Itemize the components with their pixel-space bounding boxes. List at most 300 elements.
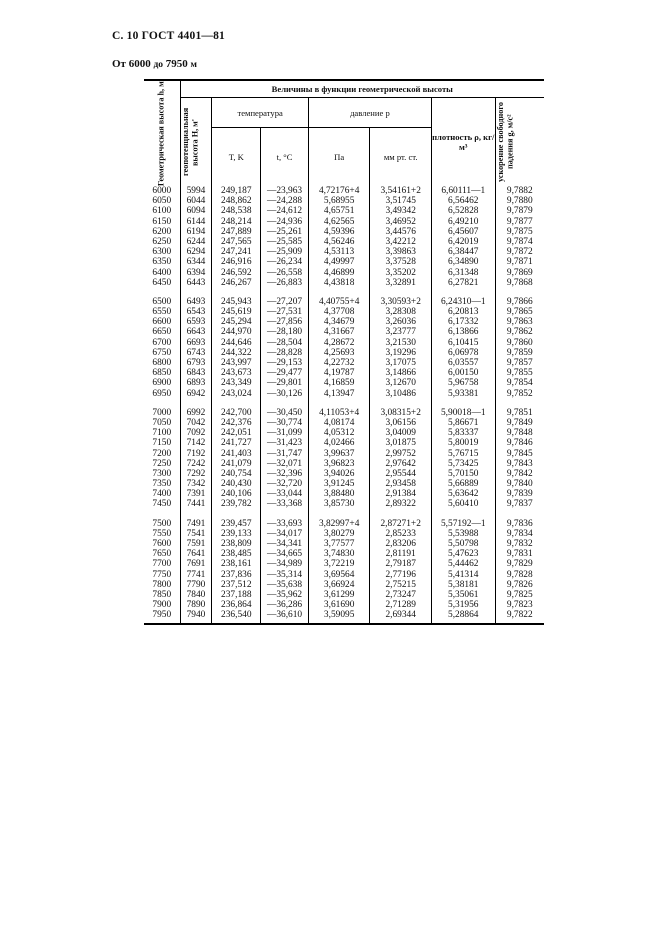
cell-geopotential-height: 7541 (180, 529, 212, 539)
range-to: 7950 (165, 58, 188, 70)
cell-temperature-k: 236,540 (212, 610, 261, 623)
cell-gravity: 9,7871 (506, 257, 533, 268)
cell-temperature-k: 248,538 (212, 206, 261, 216)
cell-density: 5,93381 (431, 389, 495, 399)
page-header (112, 30, 225, 42)
cell-pressure-pa: 4,62565 (308, 217, 370, 227)
cell-pressure-mmhg: 2,91384 (370, 489, 432, 499)
cell-geopotential-height: 7641 (180, 549, 212, 559)
cell-temperature-k: 238,485 (212, 549, 261, 559)
cell-temperature-k: 244,646 (212, 338, 261, 348)
cell-geopotential-height: 6643 (180, 327, 212, 337)
cell-geometric-height: 7350 (144, 479, 180, 489)
cell-geometric-height: 6000 (144, 186, 180, 196)
table-row (144, 217, 544, 227)
cell-geometric-height: 6650 (144, 327, 180, 337)
cell-pressure-mmhg: 3,04009 (370, 428, 432, 438)
table-row (144, 186, 544, 196)
cell-gravity: 9,7823 (506, 600, 533, 611)
col-header-density (431, 98, 495, 186)
cell-density: 5,28864 (431, 610, 495, 623)
cell-geopotential-height: 7890 (180, 600, 212, 610)
cell-geometric-height: 6900 (144, 378, 180, 388)
cell-gravity: 9,7822 (506, 610, 533, 621)
cell-pressure-mmhg: 2,93458 (370, 479, 432, 489)
cell-pressure-pa: 4,16859 (308, 378, 370, 388)
cell-gravity: 9,7852 (506, 388, 533, 399)
table-row (144, 610, 544, 623)
cell-gravity: 9,7839 (506, 489, 533, 500)
table-row (144, 418, 544, 428)
cell-geopotential-height: 6793 (180, 358, 212, 368)
cell-geopotential-height: 7342 (180, 479, 212, 489)
cell-temperature-k: 246,267 (212, 278, 261, 288)
table-row (144, 307, 544, 317)
col-header-pressure-group (308, 98, 431, 128)
cell-temperature-c: —25,585 (261, 237, 309, 247)
header-row-sub (144, 98, 544, 128)
cell-temperature-c: —34,665 (261, 549, 309, 559)
cell-gravity: 9,7826 (506, 579, 533, 590)
cell-density: 6,10415 (431, 338, 495, 348)
cell-temperature-c: —26,234 (261, 257, 309, 267)
cell-pressure-mmhg: 3,30593+2 (370, 297, 432, 307)
cell-temperature-k: 245,943 (212, 297, 261, 307)
cell-geometric-height: 6250 (144, 237, 180, 247)
cell-geopotential-height: 6044 (180, 196, 212, 206)
cell-pressure-pa: 5,68955 (308, 196, 370, 206)
cell-pressure-mmhg: 3,10486 (370, 389, 432, 399)
cell-pressure-mmhg: 3,46952 (370, 217, 432, 227)
cell-geopotential-height: 6543 (180, 307, 212, 317)
cell-pressure-pa: 4,37708 (308, 307, 370, 317)
table-row (144, 570, 544, 580)
cell-density: 6,38447 (431, 247, 495, 257)
cell-gravity: 9,7849 (506, 417, 533, 428)
cell-temperature-c: —25,909 (261, 247, 309, 257)
cell-pressure-pa: 3,85730 (308, 499, 370, 509)
cell-temperature-c: —32,071 (261, 459, 309, 469)
cell-density: 5,90018—1 (431, 408, 495, 418)
table-row (144, 559, 544, 569)
cell-gravity: 9,7851 (506, 407, 533, 418)
cell-density: 5,35061 (431, 590, 495, 600)
cell-density: 6,49210 (431, 217, 495, 227)
cell-gravity: 9,7865 (506, 307, 533, 318)
cell-geopotential-height: 7391 (180, 489, 212, 499)
cell-temperature-k: 238,161 (212, 559, 261, 569)
cell-geometric-height: 7850 (144, 590, 180, 600)
cell-geometric-height: 6800 (144, 358, 180, 368)
cell-pressure-mmhg: 3,26036 (370, 317, 432, 327)
table-row (144, 479, 544, 489)
range-title (112, 58, 197, 70)
col-header-pressure-group-label: давление p (350, 107, 390, 118)
cell-density: 5,70150 (431, 469, 495, 479)
cell-pressure-mmhg: 2,99752 (370, 449, 432, 459)
cell-geopotential-height: 7192 (180, 449, 212, 459)
cell-gravity: 9,7874 (506, 236, 533, 247)
atmosphere-table-wrap (144, 79, 544, 625)
cell-temperature-c: —30,450 (261, 408, 309, 418)
cell-gravity: 9,7834 (506, 528, 533, 539)
atmosphere-table (144, 79, 544, 625)
cell-geometric-height: 7650 (144, 549, 180, 559)
cell-pressure-pa: 4,43818 (308, 278, 370, 288)
cell-density: 5,73425 (431, 459, 495, 469)
cell-temperature-c: —33,693 (261, 519, 309, 529)
cell-density: 5,47623 (431, 549, 495, 559)
cell-temperature-c: —28,828 (261, 348, 309, 358)
cell-gravity: 9,7882 (506, 186, 533, 197)
cell-gravity: 9,7836 (506, 518, 533, 529)
cell-temperature-c: —34,017 (261, 529, 309, 539)
col-header-unit-t: t, °C (261, 128, 309, 187)
block-gap-cell (308, 399, 370, 408)
cell-gravity: 9,7869 (506, 267, 533, 278)
cell-temperature-k: 240,754 (212, 469, 261, 479)
cell-pressure-mmhg: 3,51745 (370, 196, 432, 206)
cell-temperature-k: 239,457 (212, 519, 261, 529)
block-gap-cell (180, 288, 212, 297)
cell-geopotential-height: 6443 (180, 278, 212, 288)
cell-geopotential-height: 6593 (180, 317, 212, 327)
cell-pressure-mmhg: 3,39863 (370, 247, 432, 257)
cell-temperature-c: —29,477 (261, 368, 309, 378)
cell-pressure-pa: 4,59396 (308, 227, 370, 237)
block-gap-cell (180, 399, 212, 408)
cell-pressure-mmhg: 2,71289 (370, 600, 432, 610)
table-row (144, 539, 544, 549)
cell-temperature-k: 242,051 (212, 428, 261, 438)
cell-geopotential-height: 7491 (180, 519, 212, 529)
col-header-density-label: плотность ρ, кг/м³ (432, 131, 495, 152)
cell-temperature-c: —36,286 (261, 600, 309, 610)
cell-temperature-k: 244,322 (212, 348, 261, 358)
cell-temperature-c: —30,774 (261, 418, 309, 428)
table-row (144, 348, 544, 358)
cell-geopotential-height: 6493 (180, 297, 212, 307)
table-body (144, 186, 544, 625)
cell-temperature-k: 246,592 (212, 268, 261, 278)
cell-geometric-height: 6750 (144, 348, 180, 358)
cell-pressure-mmhg: 3,08315+2 (370, 408, 432, 418)
col-header-geopotential-height (180, 98, 212, 186)
cell-gravity: 9,7862 (506, 327, 533, 338)
cell-temperature-k: 246,916 (212, 257, 261, 267)
block-gap-cell (144, 288, 180, 297)
cell-geometric-height: 6400 (144, 268, 180, 278)
block-gap-cell (495, 288, 544, 297)
cell-density: 5,66889 (431, 479, 495, 489)
cell-density: 6,20813 (431, 307, 495, 317)
table-row (144, 580, 544, 590)
cell-pressure-mmhg: 3,17075 (370, 358, 432, 368)
cell-geometric-height: 7450 (144, 499, 180, 509)
cell-geometric-height: 7000 (144, 408, 180, 418)
cell-pressure-pa: 4,46899 (308, 268, 370, 278)
cell-pressure-pa: 4,56246 (308, 237, 370, 247)
cell-pressure-mmhg: 2,97642 (370, 459, 432, 469)
cell-geopotential-height: 7292 (180, 469, 212, 479)
cell-pressure-pa: 3,99637 (308, 449, 370, 459)
cell-pressure-mmhg: 3,42212 (370, 237, 432, 247)
cell-density: 6,06978 (431, 348, 495, 358)
cell-temperature-c: —27,207 (261, 297, 309, 307)
cell-density: 6,52828 (431, 206, 495, 216)
cell-pressure-pa: 4,22732 (308, 358, 370, 368)
table-row (144, 278, 544, 288)
cell-gravity: 9,7843 (506, 458, 533, 469)
block-gap-cell (212, 399, 261, 408)
cell-density: 6,00150 (431, 368, 495, 378)
cell-pressure-mmhg: 2,79187 (370, 559, 432, 569)
block-gap (144, 288, 544, 297)
cell-pressure-pa: 3,59095 (308, 610, 370, 623)
cell-geometric-height: 6150 (144, 217, 180, 227)
cell-density: 6,45607 (431, 227, 495, 237)
cell-temperature-c: —30,126 (261, 389, 309, 399)
cell-pressure-mmhg: 3,32891 (370, 278, 432, 288)
cell-gravity: 9,7840 (506, 479, 533, 490)
cell-geometric-height: 7150 (144, 438, 180, 448)
cell-gravity: 9,7848 (506, 428, 533, 439)
cell-temperature-c: —28,180 (261, 327, 309, 337)
cell-gravity: 9,7842 (506, 468, 533, 479)
cell-geopotential-height: 6693 (180, 338, 212, 348)
cell-pressure-mmhg: 3,35202 (370, 268, 432, 278)
page-header-text: С. 10 ГОСТ 4401—81 (112, 30, 225, 42)
cell-geopotential-height: 6194 (180, 227, 212, 237)
cell-gravity: 9,7875 (506, 226, 533, 237)
cell-temperature-k: 240,106 (212, 489, 261, 499)
cell-temperature-k: 243,673 (212, 368, 261, 378)
cell-pressure-pa: 4,25693 (308, 348, 370, 358)
block-gap-cell (431, 510, 495, 519)
cell-pressure-pa: 3,94026 (308, 469, 370, 479)
cell-temperature-c: —31,099 (261, 428, 309, 438)
cell-density: 6,27821 (431, 278, 495, 288)
cell-pressure-pa: 3,72219 (308, 559, 370, 569)
cell-temperature-c: —32,720 (261, 479, 309, 489)
cell-density: 6,13866 (431, 327, 495, 337)
cell-gravity: 9,7832 (506, 539, 533, 550)
table-row (144, 438, 544, 448)
cell-temperature-c: —29,801 (261, 378, 309, 388)
cell-temperature-k: 237,836 (212, 570, 261, 580)
cell-gravity: 9,7872 (506, 247, 533, 258)
cell-density: 5,63642 (431, 489, 495, 499)
cell-density: 6,42019 (431, 237, 495, 247)
table-bottom-rule (144, 624, 544, 625)
cell-temperature-k: 239,782 (212, 499, 261, 509)
table-row (144, 389, 544, 399)
cell-geopotential-height: 6244 (180, 237, 212, 247)
cell-geometric-height: 7900 (144, 600, 180, 610)
cell-density: 5,86671 (431, 418, 495, 428)
cell-geometric-height: 6550 (144, 307, 180, 317)
cell-density: 5,83337 (431, 428, 495, 438)
cell-pressure-pa: 4,40755+4 (308, 297, 370, 307)
table-row (144, 297, 544, 307)
block-gap-cell (261, 510, 309, 519)
cell-temperature-c: —35,314 (261, 570, 309, 580)
range-from: 6000 (128, 58, 151, 70)
cell-temperature-k: 243,997 (212, 358, 261, 368)
block-gap-cell (495, 399, 544, 408)
range-unit: м (190, 60, 198, 70)
cell-pressure-pa: 3,61299 (308, 590, 370, 600)
cell-temperature-k: 239,133 (212, 529, 261, 539)
cell-temperature-c: —34,341 (261, 539, 309, 549)
cell-temperature-c: —33,368 (261, 499, 309, 509)
cell-pressure-pa: 3,74830 (308, 549, 370, 559)
cell-pressure-mmhg: 3,37528 (370, 257, 432, 267)
cell-temperature-k: 243,349 (212, 378, 261, 388)
cell-gravity: 9,7825 (506, 589, 533, 600)
cell-density: 6,56462 (431, 196, 495, 206)
table-row (144, 529, 544, 539)
cell-pressure-pa: 3,66924 (308, 580, 370, 590)
block-gap-cell (261, 288, 309, 297)
col-header-group-all (180, 80, 544, 98)
cell-temperature-c: —34,989 (261, 559, 309, 569)
cell-density: 5,50798 (431, 539, 495, 549)
cell-temperature-k: 238,809 (212, 539, 261, 549)
cell-temperature-c: —36,610 (261, 610, 309, 623)
cell-pressure-mmhg: 2,89322 (370, 499, 432, 509)
table-row (144, 368, 544, 378)
cell-temperature-c: —28,504 (261, 338, 309, 348)
cell-gravity: 9,7854 (506, 378, 533, 389)
col-header-unit-pa: Па (308, 128, 370, 187)
table-row (144, 519, 544, 529)
cell-gravity: 9,7866 (506, 296, 533, 307)
cell-density: 6,03557 (431, 358, 495, 368)
cell-pressure-mmhg: 2,95544 (370, 469, 432, 479)
cell-geopotential-height: 6344 (180, 257, 212, 267)
cell-gravity: 9,7868 (506, 277, 533, 288)
col-header-temperature-group: температура (212, 98, 309, 128)
cell-geometric-height: 6600 (144, 317, 180, 327)
cell-geopotential-height: 6394 (180, 268, 212, 278)
col-header-geometric-height-label: Геометрическая высота h, м (157, 81, 167, 186)
cell-geopotential-height: 6843 (180, 368, 212, 378)
cell-temperature-c: —26,558 (261, 268, 309, 278)
cell-geometric-height: 6450 (144, 278, 180, 288)
cell-geometric-height: 6950 (144, 389, 180, 399)
cell-temperature-k: 244,970 (212, 327, 261, 337)
cell-density: 5,96758 (431, 378, 495, 388)
cell-temperature-c: —23,963 (261, 186, 309, 196)
cell-geometric-height: 7600 (144, 539, 180, 549)
cell-geopotential-height: 7042 (180, 418, 212, 428)
table-row (144, 489, 544, 499)
cell-geometric-height: 6100 (144, 206, 180, 216)
block-gap-cell (180, 510, 212, 519)
cell-temperature-k: 242,376 (212, 418, 261, 428)
table-row (144, 590, 544, 600)
cell-pressure-mmhg: 3,23777 (370, 327, 432, 337)
cell-geometric-height: 7950 (144, 610, 180, 623)
table-row (144, 227, 544, 237)
table-row (144, 600, 544, 610)
cell-geopotential-height: 7840 (180, 590, 212, 600)
table-row (144, 327, 544, 337)
cell-temperature-k: 248,214 (212, 217, 261, 227)
cell-pressure-pa: 4,02466 (308, 438, 370, 448)
cell-geometric-height: 6700 (144, 338, 180, 348)
cell-geometric-height: 7500 (144, 519, 180, 529)
cell-gravity: 9,7877 (506, 216, 533, 227)
cell-temperature-c: —26,883 (261, 278, 309, 288)
block-gap-cell (144, 399, 180, 408)
cell-geometric-height: 7750 (144, 570, 180, 580)
cell-temperature-k: 241,403 (212, 449, 261, 459)
cell-gravity: 9,7863 (506, 317, 533, 328)
cell-geopotential-height: 7790 (180, 580, 212, 590)
table-row (144, 257, 544, 267)
cell-pressure-pa: 4,49997 (308, 257, 370, 267)
table-row (144, 206, 544, 216)
table-row (144, 338, 544, 348)
col-header-group-all-label: Величины в функции геометрической высоты (181, 81, 544, 98)
cell-gravity: 9,7857 (506, 358, 533, 369)
table-row (144, 247, 544, 257)
cell-pressure-pa: 3,80279 (308, 529, 370, 539)
block-gap-cell (431, 399, 495, 408)
cell-gravity: 9,7828 (506, 569, 533, 580)
cell-pressure-mmhg: 3,01875 (370, 438, 432, 448)
block-gap-cell (370, 399, 432, 408)
cell-pressure-mmhg: 3,21530 (370, 338, 432, 348)
cell-density: 6,17332 (431, 317, 495, 327)
cell-geometric-height: 7550 (144, 529, 180, 539)
cell-geopotential-height: 7092 (180, 428, 212, 438)
table-row (144, 499, 544, 509)
cell-temperature-c: —25,261 (261, 227, 309, 237)
table-row (144, 408, 544, 418)
cell-pressure-pa: 3,91245 (308, 479, 370, 489)
cell-geopotential-height: 6094 (180, 206, 212, 216)
cell-gravity: 9,7829 (506, 559, 533, 570)
col-header-geopotential-height-label: геопотенциальная высота H, м' (180, 107, 199, 177)
cell-temperature-c: —27,856 (261, 317, 309, 327)
cell-density: 6,31348 (431, 268, 495, 278)
cell-temperature-c: —31,423 (261, 438, 309, 448)
cell-pressure-pa: 4,53113 (308, 247, 370, 257)
table-head (144, 80, 544, 186)
cell-geometric-height: 7800 (144, 580, 180, 590)
cell-density: 5,53988 (431, 529, 495, 539)
cell-temperature-k: 242,700 (212, 408, 261, 418)
range-prefix: От (112, 58, 126, 70)
cell-temperature-k: 245,294 (212, 317, 261, 327)
cell-geopotential-height: 7441 (180, 499, 212, 509)
cell-gravity: 9,7880 (506, 196, 533, 207)
table-row (144, 358, 544, 368)
table-row (144, 449, 544, 459)
cell-geopotential-height: 7591 (180, 539, 212, 549)
cell-temperature-c: —32,396 (261, 469, 309, 479)
cell-pressure-mmhg: 2,69344 (370, 610, 432, 623)
cell-pressure-pa: 4,72176+4 (308, 186, 370, 196)
cell-gravity: 9,7860 (506, 337, 533, 348)
cell-density: 6,60111—1 (431, 186, 495, 196)
cell-temperature-k: 249,187 (212, 186, 261, 196)
cell-geometric-height: 7100 (144, 428, 180, 438)
cell-pressure-mmhg: 3,06156 (370, 418, 432, 428)
